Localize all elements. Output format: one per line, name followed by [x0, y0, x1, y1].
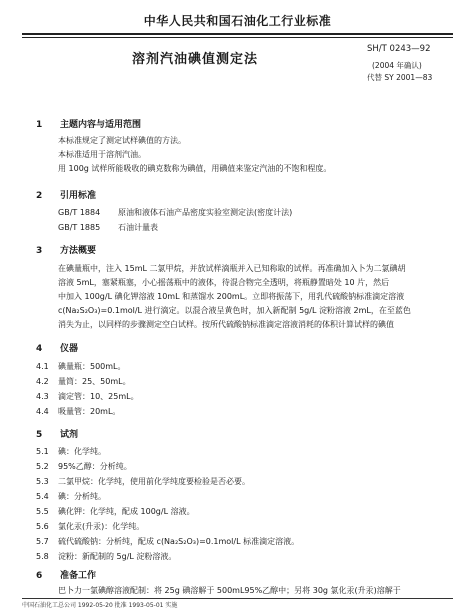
section-5-heading [36, 427, 78, 440]
section-4-heading [36, 341, 78, 354]
item-number: 5.1 [36, 447, 49, 456]
section-3-heading [36, 243, 96, 256]
section-title: 主题内容与适用范围 [60, 120, 142, 130]
item-text: 滴定管：10、25mL。 [58, 392, 139, 401]
item-text: 硫代硫酸钠：分析纯，配成 c(Na₂S₂O₃)=0.1mol/L 标准滴定溶液。 [58, 537, 300, 546]
section-number: 5 [36, 430, 43, 440]
section-number: 6 [36, 571, 43, 581]
item-number: 5.8 [36, 552, 49, 561]
item-text: 碘：分析纯。 [58, 492, 106, 501]
footer-approval: 中国石油化工总公司 1992-05-20 批准 1993-05-01 实施 [22, 602, 178, 609]
item-text: 吸量管：20mL。 [58, 407, 121, 416]
item-text: 碘量瓶：500mL。 [58, 362, 126, 371]
list-item [36, 491, 106, 502]
section-number: 2 [36, 191, 43, 201]
header-rule-thick [22, 33, 453, 35]
section-number: 4 [36, 344, 43, 354]
item-number: 5.3 [36, 477, 49, 486]
list-item [36, 406, 120, 417]
reference-title: 原油和液体石油产品密度实验室测定法(密度计法) [118, 208, 293, 217]
item-text: 95%乙醇：分析纯。 [58, 462, 132, 471]
list-item [36, 446, 106, 457]
item-text: 碘化钾：化学纯，配成 100g/L 溶液。 [58, 507, 195, 516]
section-3-line-5: 消失为止，以同样的步骤测定空白试样。按所代硫酸钠标准滴定溶液消耗的体积计算试样的碘值 [58, 320, 394, 329]
item-text: 氯化汞(升汞)：化学纯。 [58, 522, 145, 531]
section-6-line-1: 巴卜力一氯碘醇溶液配制：将 25g 碘溶解于 500mL95%乙醇中；另将 30g 氯化汞(升汞)溶解于 [58, 586, 401, 595]
section-number: 1 [36, 120, 43, 130]
list-item [36, 536, 299, 547]
item-number: 5.7 [36, 537, 49, 546]
header-rule-thin [22, 37, 453, 38]
confirmation-year: (2004 年确认) [372, 61, 422, 70]
section-1-heading [36, 117, 141, 130]
item-text: 二氯甲烷：化学纯，使用前化学纯度要检验是否必要。 [58, 477, 250, 486]
item-number: 5.6 [36, 522, 49, 531]
reference-item [58, 222, 158, 233]
item-text: 碘：化学纯。 [58, 447, 106, 456]
item-number: 5.2 [36, 462, 49, 471]
item-number: 5.4 [36, 492, 49, 501]
section-1-line-2: 本标准适用于溶剂汽油。 [58, 150, 146, 159]
footer-rule [22, 598, 453, 599]
section-title: 试剂 [60, 430, 79, 440]
section-3-line-3: 中加入 100g/L 碘化钾溶液 10mL 和蒸馏水 200mL。立即将振荡下，用乳代硫酸钠标准滴定溶液 [58, 292, 405, 301]
list-item [36, 461, 132, 472]
document-title: 溶剂汽油碘值测定法 [132, 52, 259, 67]
reference-title: 石油计量表 [118, 223, 158, 232]
section-title: 引用标准 [60, 191, 97, 201]
section-3-line-4: c(Na₂S₂O₃)=0.1mol/L 进行滴定。以混合液呈黄色时，加入新配制 5g/L 淀粉溶液 2mL，在至蓝色 [58, 306, 411, 315]
list-item [36, 361, 126, 372]
section-title: 仪器 [60, 344, 79, 354]
section-3-line-1: 在碘量瓶中，注入 15mL 二氯甲烷，并放试样滴瓶并入已知称取的试样。再准确加入卜为二氯碘胡 [58, 264, 406, 273]
section-6-heading [36, 568, 96, 581]
item-number: 4.3 [36, 392, 49, 401]
item-number: 4.1 [36, 362, 49, 371]
standard-number: SH/T 0243—92 [367, 44, 431, 54]
list-item [36, 521, 144, 532]
reference-code: GB/T 1884 [58, 208, 101, 217]
section-1-line-1: 本标准规定了测定试样碘值的方法。 [58, 136, 186, 145]
section-1-line-3: 用 100g 试样所能吸收的碘克数称为碘值，用碘值来鉴定汽油的不饱和程度。 [58, 164, 332, 173]
item-number: 4.4 [36, 407, 49, 416]
item-text: 淀粉：新配制的 5g/L 淀粉溶液。 [58, 552, 177, 561]
section-title: 准备工作 [60, 571, 97, 581]
section-title: 方法概要 [60, 246, 97, 256]
item-text: 量筒：25、50mL。 [58, 377, 131, 386]
list-item [36, 506, 195, 517]
section-2-heading [36, 188, 96, 201]
item-number: 5.5 [36, 507, 49, 516]
list-item [36, 376, 131, 387]
item-number: 4.2 [36, 377, 49, 386]
reference-code: GB/T 1885 [58, 223, 101, 232]
list-item [36, 476, 250, 487]
section-3-line-2: 溶液 5mL，塞紧瓶塞，小心摇荡瓶中的液体，待混合物完全透明，将瓶静置暗处 10 片，然后 [58, 278, 390, 287]
reference-item [58, 207, 292, 218]
section-number: 3 [36, 246, 43, 256]
standard-title: 中华人民共和国石油化工行业标准 [143, 14, 332, 28]
list-item [36, 391, 139, 402]
replaces-standard: 代替 SY 2001—83 [367, 73, 433, 82]
list-item [36, 551, 176, 562]
